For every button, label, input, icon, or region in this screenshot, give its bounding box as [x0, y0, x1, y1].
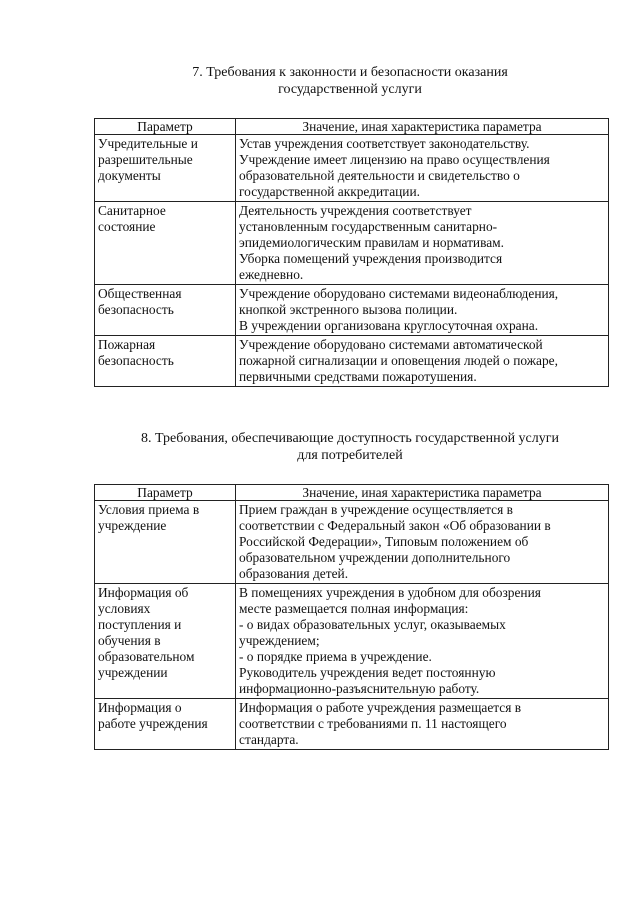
- value-cell-line: Уборка помещений учреждения производится: [239, 251, 503, 266]
- param-cell-line: поступления и: [98, 617, 182, 632]
- value-cell: [236, 699, 609, 750]
- param-cell-line: документы: [98, 168, 161, 183]
- param-cell-line: Пожарная: [98, 337, 156, 352]
- section-7-title-line1: 7. Требования к законности и безопасности оказания: [192, 65, 508, 80]
- section-7-table: [94, 118, 609, 387]
- table-row: [95, 336, 609, 387]
- value-cell-line: - о видах образовательных услуг, оказываемых: [239, 617, 506, 632]
- param-cell-line: Общественная: [98, 286, 182, 301]
- section-7-title: [60, 64, 640, 98]
- param-cell: [95, 336, 236, 387]
- header-value: Значение, иная характеристика параметра: [236, 485, 609, 501]
- table-row: [95, 135, 609, 202]
- section-7-rows: [95, 135, 609, 387]
- value-cell-line: образовательной деятельности и свидетельство о: [239, 168, 520, 183]
- param-cell-line: Санитарное: [98, 203, 166, 218]
- value-cell-line: кнопкой экстренного вызова полиции.: [239, 302, 458, 317]
- table-row: [95, 699, 609, 750]
- param-cell: [95, 202, 236, 285]
- value-cell: [236, 336, 609, 387]
- header-param: Параметр: [95, 485, 236, 501]
- value-cell-line: пожарной сигнализации и оповещения людей о пожаре,: [239, 353, 558, 368]
- header-value: Значение, иная характеристика параметра: [236, 119, 609, 135]
- table-header-row: [95, 485, 609, 501]
- param-cell-line: состояние: [98, 219, 156, 234]
- param-cell-line: безопасность: [98, 302, 174, 317]
- value-cell-line: Информация о работе учреждения размещается в: [239, 700, 522, 715]
- param-cell-line: Учредительные и: [98, 136, 198, 151]
- value-cell: [236, 584, 609, 699]
- value-cell-line: образования детей.: [239, 566, 349, 581]
- value-cell-line: Прием граждан в учреждение осуществляется в: [239, 502, 513, 517]
- value-cell: [236, 285, 609, 336]
- value-cell-line: Устав учреждения соответствует законодательству.: [239, 136, 530, 151]
- value-cell: [236, 202, 609, 285]
- section-7-title-line2: государственной услуги: [278, 82, 422, 97]
- param-cell-line: образовательном: [98, 649, 195, 664]
- value-cell-line: В помещениях учреждения в удобном для обозрения: [239, 585, 541, 600]
- value-cell-line: первичными средствами пожаротушения.: [239, 369, 477, 384]
- table-row: [95, 202, 609, 285]
- value-cell-line: установленным государственным санитарно-: [239, 219, 498, 234]
- param-cell: [95, 699, 236, 750]
- value-cell-line: соответствии с требованиями п. 11 настоящего: [239, 716, 507, 731]
- param-cell: [95, 135, 236, 202]
- param-cell-line: учреждение: [98, 518, 167, 533]
- value-cell-line: Российской Федерации», Типовым положением об: [239, 534, 529, 549]
- value-cell-line: образовательном учреждении дополнительного: [239, 550, 511, 565]
- value-cell-line: ежедневно.: [239, 267, 304, 282]
- value-cell-line: - о порядке приема в учреждение.: [239, 649, 432, 664]
- table-row: [95, 584, 609, 699]
- value-cell-line: эпидемиологическим правилам и нормативам.: [239, 235, 504, 250]
- section-8-title-line1: 8. Требования, обеспечивающие доступность государственной услуги: [141, 431, 559, 446]
- table-row: [95, 285, 609, 336]
- section-8-title: [60, 430, 640, 464]
- value-cell-line: Деятельность учреждения соответствует: [239, 203, 472, 218]
- param-cell-line: обучения в: [98, 633, 161, 648]
- value-cell-line: информационно-разъяснительную работу.: [239, 681, 480, 696]
- param-cell-line: безопасность: [98, 353, 174, 368]
- param-cell: [95, 501, 236, 584]
- table-header-row: [95, 119, 609, 135]
- table-row: [95, 501, 609, 584]
- value-cell: [236, 501, 609, 584]
- section-8-table: [94, 484, 609, 750]
- header-param: Параметр: [95, 119, 236, 135]
- section-8-rows: [95, 501, 609, 750]
- value-cell: [236, 135, 609, 202]
- value-cell-line: Учреждение оборудовано системами автоматической: [239, 337, 543, 352]
- param-cell-line: учреждении: [98, 665, 168, 680]
- value-cell-line: Руководитель учреждения ведет постоянную: [239, 665, 496, 680]
- param-cell-line: Условия приема в: [98, 502, 200, 517]
- value-cell-line: государственной аккредитации.: [239, 184, 420, 199]
- section-8-title-line2: для потребителей: [297, 448, 403, 463]
- param-cell-line: работе учреждения: [98, 716, 208, 731]
- param-cell: [95, 584, 236, 699]
- value-cell-line: Учреждение оборудовано системами видеонаблюдения,: [239, 286, 559, 301]
- value-cell-line: учреждением;: [239, 633, 320, 648]
- value-cell-line: Учреждение имеет лицензию на право осуществления: [239, 152, 550, 167]
- param-cell-line: условиях: [98, 601, 151, 616]
- param-cell-line: Информация о: [98, 700, 182, 715]
- value-cell-line: стандарта.: [239, 732, 299, 747]
- value-cell-line: месте размещается полная информация:: [239, 601, 469, 616]
- param-cell-line: разрешительные: [98, 152, 193, 167]
- param-cell-line: Информация об: [98, 585, 189, 600]
- value-cell-line: соответствии с Федеральный закон «Об образовании в: [239, 518, 551, 533]
- param-cell: [95, 285, 236, 336]
- value-cell-line: В учреждении организована круглосуточная охрана.: [239, 318, 539, 333]
